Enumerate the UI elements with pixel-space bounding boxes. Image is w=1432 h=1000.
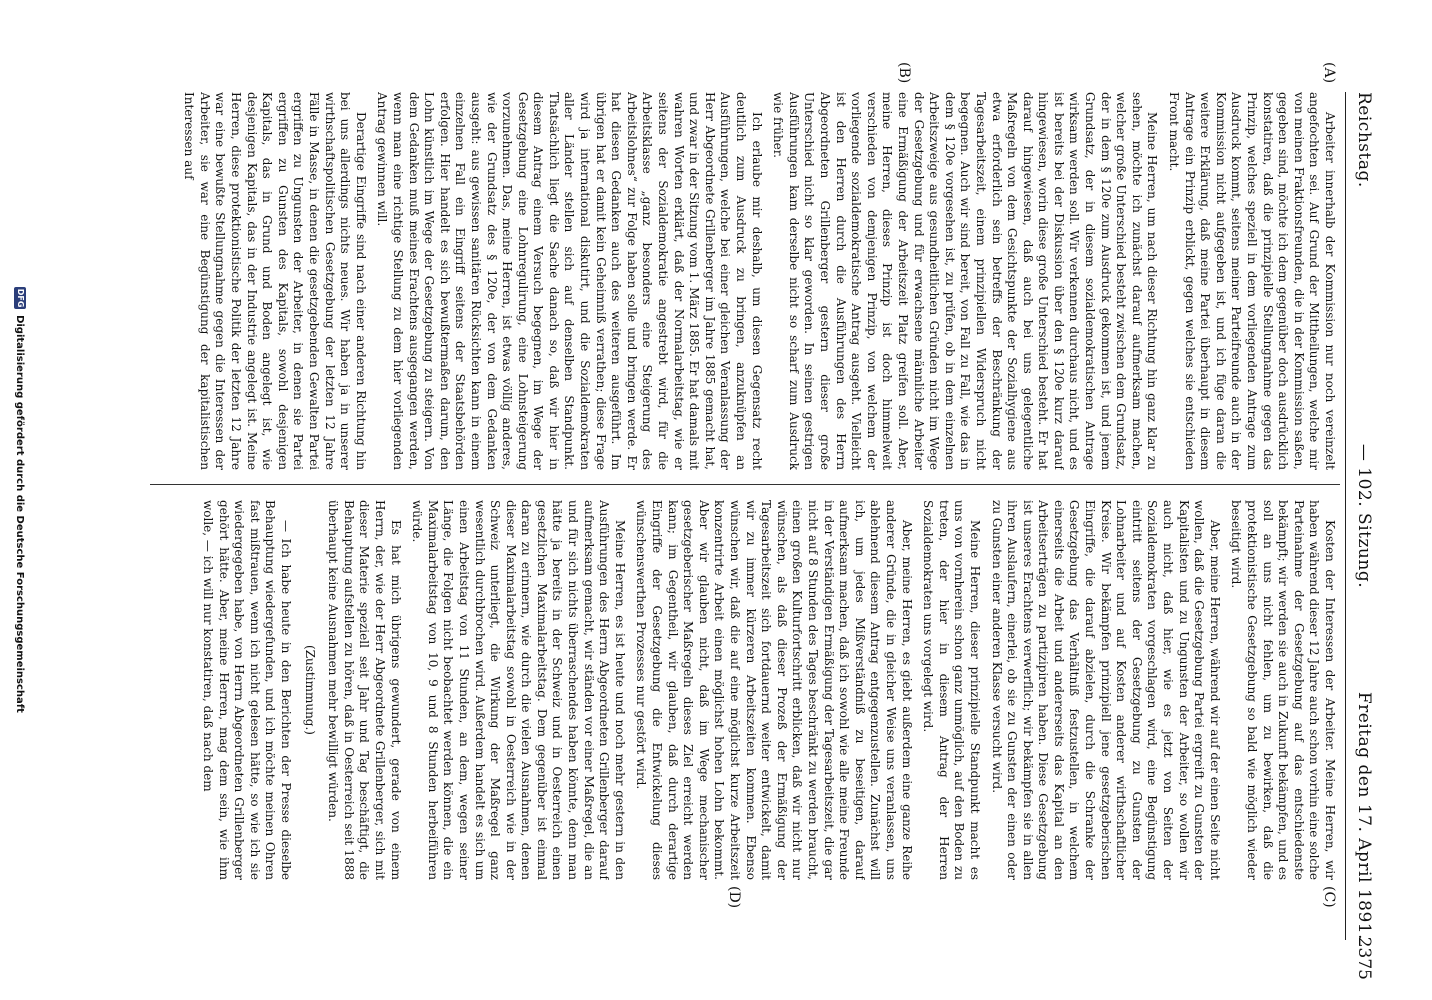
left-paragraph-2: Meine Herren, um nach dieser Richtung hin ganz klar zu sehen, möchte ich zunächst darauf aufmerksam machen, welcher große Unterschied besteht zwischen dem Grundsatz, der in dem § 120e zum Ausdruck gekommen ist, und jenem Grundsatz, der in diesem sozialdemokratischen Antrage wirksam werden soll. Wir verkennen durchaus nicht, und es ist bereits bei der Diskussion über den § 120e kurz darauf hingewiesen, worin diese große Unterschied besteht. Er hat darauf hingewiesen, daß auch bei uns gelegentliche Maßregeln von dem Gesichtspunkte der Sozialhygiene aus etwa erforderlich sein betreffs der Beschränkung der Tagesarbeitszeit, einem prinzipiellen Widerspruch nicht begegnen. Auch wir sind bereit, von Fall zu Fall, wie das in dem § 120e vorgesehen ist, zu prüfen, ob in dem einzelnen Arbeitszweige aus gesundheitlichen Gründen nicht im Wege der Gesetzgebung und für erwachsene männliche Arbeiter eine Ermäßigung der Arbeitszeit Platz greifen soll. Aber, meine Herren, dieses Prinzip ist doch himmelweit verschieden von demjenigen Prinzip, von welchem der vorliegende sozialdemokratische Antrag ausgeht. Vielleicht ist den Herren durch die Ausführungen des Herrn Abgeordneten Grillenberger gestern dieser große Unterschied nicht so klar geworden. In seinen gestrigen Ausführungen kam derselbe nicht so scharf zum Ausdruck wie früher. [771, 92, 1160, 470]
margin-marker-d: (D) [726, 886, 742, 909]
margin-marker-c: (C) [1321, 886, 1337, 908]
right-paragraph-6: Es hat mich übrigens gewundert, gerade von einem Herrn, der, wie der Herr Abgeordnete Grillenberger, sich mit dieser Materie speziell seit Jahr und Tag beschäftigt, die Behauptung aufstellen zu hören, daß in Oesterreich seit 1888 überhaupt keine Ausnahmen mehr bewilligt würden. [326, 500, 403, 880]
column-divider [150, 484, 1340, 485]
interjection: (Zustimmung.) [302, 645, 317, 735]
right-paragraph-3: Meine Herren, dieser prinzipielle Standpunkt macht es uns von vornherein schon ganz unmöglich, auf den Boden zu treten, der hier in diesem Antrag der Herren Sozialdemokraten uns vorgelegt wird. [921, 500, 982, 880]
left-column [150, 92, 1337, 470]
margin-marker-b: (B) [896, 62, 912, 84]
right-paragraph-4: Aber, meine Herren, es giebt außerdem eine ganze Reihe anderer Gründe, die in gleicher Weise uns veranlassen, uns ablehnend diesem Antrag entgegenzustellen. Zunächst will ich, um jedes Mißverständniß zu beseitigen, darauf aufmerksam machen, daß ich sowohl wie alle meine Freunde in der Verständigen Ermäßigung der Tagesarbeitszeit, die gar nicht auf 8 Stunden des Tages beschränkt zu werden braucht, einen großen Kulturfortschritt erblicken, daß wir nicht nur wünschen, als daß dieser Prozeß der Ermäßigung der Tagesarbeitszeit sich fortdauernd weiter entwickelt, damit wir zu immer kürzeren Arbeitszeiten kommen. Ebenso wünschen wir, daß die auf eine möglichst kurze Arbeitszeit konzentrirte Arbeit einen möglichst hohen Lohn bekommt. Aber wir glauben nicht, daß im Wege mechanischer gesetzgeberischer Maßregeln dieses Ziel erreicht werden kann; im Gegentheil, wir glauben, daß durch derartige Eingriffe der Gesetzgebung die Entwickelung dieses wünschenswerthen Prozesses nur gestört wird. [634, 500, 914, 880]
header-center: — 102. Sitzung. [1354, 443, 1374, 589]
right-paragraph-8: — Ich habe heute in den Berichten der Presse dieselbe Behauptung wiedergefunden, und ich möchte meinen Ohren fast mißtrauen, wenn ich nicht gelesen hätte, so wie ich sie wiedergegeben habe, von Herrn Abgeordneten Grillenberger gehört hätte. Aber, meine Herren, mag dem sein, wie ihm wolle, — ich will nur konstatiren, daß nach dem [201, 500, 293, 880]
left-paragraph-1: Arbeiter innerhalb der Kommission nur noch vereinzelt angefochten sei. Auf Grund der Mittheilungen, welche mir von meinen Fraktionsfreunden, die in der Kommission saßen, gegeben sind, möchte ich dem gegenüber doch ausdrücklich konstatiren, daß die prinzipielle Stellungnahme gegen das Prinzip, welches speziell in dem vorliegenden Antrage zum Ausdruck kommt, seitens meiner Parteifreunde auch in der Kommission nicht aufgegeben ist, und ich füge daran die weitere Erklärung, daß meine Partei überhaupt in diesem Antrage ein Prinzip erblickt, gegen welches sie entschieden Front macht. [1167, 92, 1337, 470]
left-paragraph-4: Derartige Eingriffe sind nach einer anderen Richtung hin bei uns allerdings nichts neues. Wir haben ja in unserer wirthschaftspolitischen Gesetzgebung der letzten 12 Jahre Fälle in Masse, in denen die gesetzgebenden Gewalten Partei ergriffen zu Ungunsten der Arbeiter, in denen sie Partei ergriffen zu Gunsten des Kapitals, sowohl desjenigen Kapitals, das in Grund und Boden angelegt ist, wie desjenigen Kapitals, das in der Industrie angelegt ist. Meine Herren, diese protektionistische Politik der letzten 12 Jahre war eine bewußte Stellungnahme gegen die Interessen der Arbeiter, sie war eine Begünstigung der kapitalistischen Interessen auf [182, 92, 368, 470]
header-right: Freitag den 17. April 1891. [1354, 691, 1374, 940]
left-paragraph-3: Ich erlaube mir deshalb, um diesen Gegensatz recht deutlich zum Ausdruck zu bringen, anzuknüpfen an Ausführungen, welche bei einer gleichen Veranlassung der Herr Abgeordnete Grillenberger im Jahre 1885 gemacht hat, und zwar in der Sitzung vom 1. März 1885. Er hat damals mit wahren Worten erklärt, daß der Normalarbeitstag, wie er seitens der Sozialdemokratie angestrebt wird, für die Arbeitsklasse „ganz besonders eine Steigerung des Arbeitslohnes“ zur Folge haben solle und bringen werde. Er hat diesen Gedanken auch des weiteren ausgeführt. Im übrigen hat er damit kein Geheimniß verrathen; diese Frage wird ja international diskutirt, und die Sozialdemokraten aller Länder stellen sich auf denselben Standpunkt. Thatsächlich liegt die Sache danach so, daß wir hier in diesem Antrag einem Versuch begegnen, im Wege der Gesetzgebung eine Lohnregulirung, eine Lohnsteigerung vorzunehmen. Das, meine Herren, ist etwas völlig anderes, wie der Grundsatz des § 120e, der von dem Gedanken ausgeht: aus gewissen sanitären Rücksichten kann in einem einzelnen Fall ein Eingriff seitens der Staatsbehörden erfolgen. Hier handelt es sich bewußtermaßen darum, den Lohn künstlich im Wege der Gesetzgebung zu steigern. Von dem Gedanken muß meines Erachtens ausgegangen werden, wenn man eine richtige Stellung zu dem hier vorliegenden Antrag gewinnen will. [375, 92, 764, 470]
right-paragraph-2: Aber, meine Herren, während wir auf der einen Seite nicht wollen, daß die Gesetzgebung Partei ergreift zu Gunsten der Kapitalisten und zu Ungunsten der Arbeiter, so wollen wir auch nicht, daß hier, wie es jetzt von Seiten der Sozialdemokraten vorgeschlagen wird, eine Begünstigung eintritt seitens der Gesetzgebung zu Gunsten der Lohnarbeiter und auf Kosten anderer wirthschaftlicher Kreise. Wir bekämpfen prinzipiell jene gesetzgeberischen Eingriffe, die darauf abzielen, durch die Schranke der Gesetzgebung das Verhältniß festzustellen, in welchem einerseits die Arbeit und andererseits das Kapital an den Arbeitserträgen zu partizipiren haben. Diese Gesetzgebung ist unseres Erachtens verwerflich; wir bekämpfen sie in allen ihren Auslaufern, einerlei, ob sie zu Gunsten der einen oder zu Gunsten einer anderen Klasse versucht wird. [989, 500, 1222, 880]
footer-text: Digitalisierung gefördert durch die Deutsche Forschungsgemeinschaft [14, 315, 26, 713]
right-paragraph-5: Meine Herren, es ist heute und noch mehr gestern in den Ausführungen des Herrn Abgeordneten Grillenberger darauf aufmerksam gemacht, wir ständen vor einer Maßregel, die an und für sich nichts überraschendes haben könnte, denn man hätte ja bereits in der Schweiz und in Oesterreich einen gesetzlichen Maximalarbeitstag. Dem gegenüber ist einmal daran zu erinnern, wie durch die vielen Ausnahmen, denen dieser Maximalarbeitstag sowohl in Oesterreich wie in der Schweiz unterliegt, die Wirkung der Maßregel ganz wesentlich durchbrochen wird. Außerdem handelt es sich um einen Arbeitstag von 11 Stunden, an dem, wegen seiner Länge, die Folgen nicht beobachtet werden können, die ein Maximalarbeitstag von 10, 9 und 8 Stunden herbeiführen würde. [410, 500, 627, 880]
margin-marker-a: (A) [1321, 62, 1337, 84]
header-left: Reichstag. [1354, 92, 1374, 188]
right-paragraph-1: Kosten der Interessen der Arbeiter. Meine Herren, wir haben während dieser 12 Jahre auch schon vorhin eine solche Parteinahme der Gesetzgebung auf das entschiedenste bekämpft; wir werden sie auch in Zukunft bekämpfen, und es soll an uns nicht fehlen, um zu bewirken, daß die protektionistische Gesetzgebung so bald wie möglich wieder beseitigt wird. [1229, 500, 1337, 880]
page-number: 2375 [1354, 936, 1374, 980]
right-column [150, 500, 1337, 880]
footer-credit [6, 0, 34, 1000]
dfg-logo-icon: DFG [16, 288, 25, 308]
running-header [1348, 92, 1374, 940]
header-rule [1345, 92, 1346, 940]
